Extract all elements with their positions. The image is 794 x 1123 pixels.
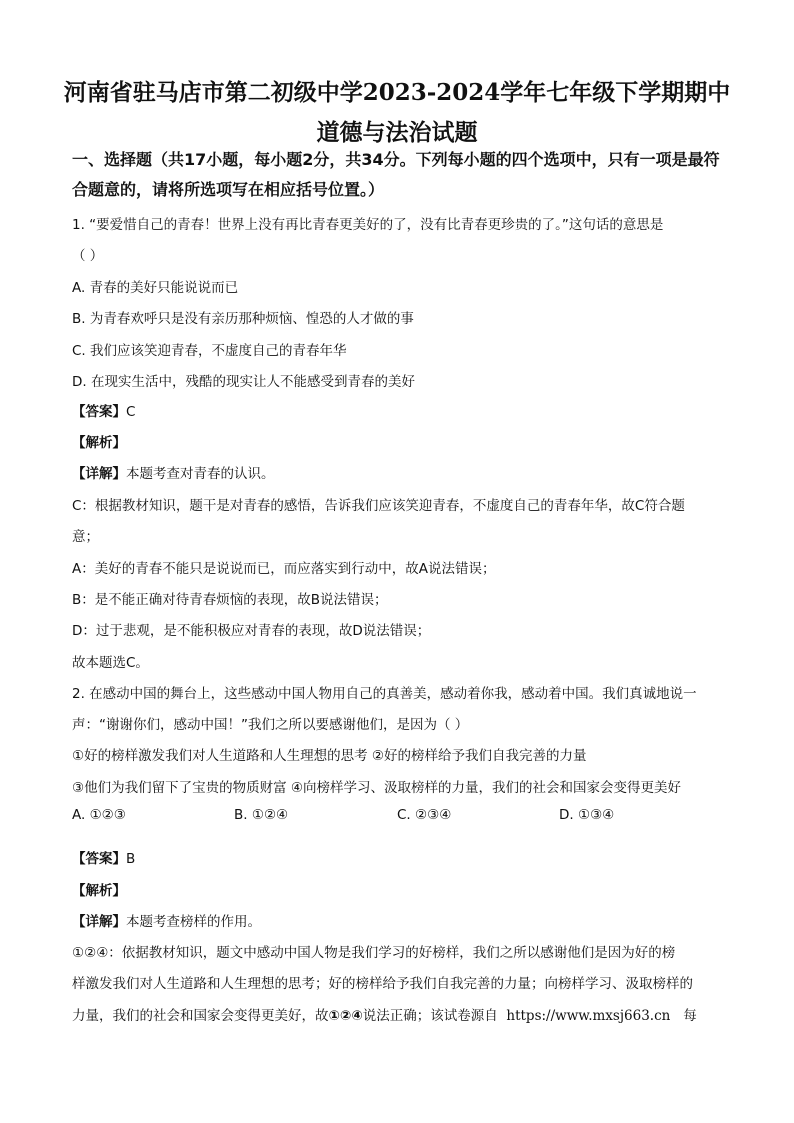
- q1-explanation-b: B：是不能正确对待青春烦恼的表现，故B说法错误；: [72, 592, 388, 608]
- detail-label: 【详解】: [72, 914, 126, 930]
- q1-explanation-c-line1: C：根据教材知识，题干是对青春的感悟，告诉我们应该笑迎青春，不虚度自己的青春年华，故C符合题: [72, 498, 685, 514]
- q1-stem-line2: （ ）: [72, 248, 104, 264]
- q1-option-a: A. 青春的美好只能说说而已: [72, 280, 239, 296]
- q1-analysis-label: 【解析】: [72, 435, 126, 451]
- q2-analysis-label: 【解析】: [72, 883, 126, 899]
- q2-option-b: B. ①②④: [234, 807, 289, 823]
- detail-text: 本题考查对青春的认识。: [126, 466, 275, 482]
- q2-option-d: D. ①③④: [559, 807, 615, 823]
- correct-items: ①②④: [328, 1008, 363, 1024]
- q2-option-a: A. ①②③: [72, 807, 126, 823]
- q1-option-b: B. 为青春欢呼只是没有亲历那种烦恼、惶恐的人才做的事: [72, 311, 414, 327]
- q1-stem-line1: 1. “要爱惜自己的青春！世界上没有再比青春更美好的了，没有比青春更珍贵的了。”这句话的意思是: [72, 217, 664, 233]
- q2-items-line1: ①好的榜样激发我们对人生道路和人生理想的思考 ②好的榜样给予我们自我完善的力量: [72, 748, 587, 764]
- q2-explanation-line3: 力量，我们的社会和国家会变得更美好，故①②④说法正确；该试卷源自 https://www.mxsj663.cn 每: [72, 1008, 697, 1024]
- answer-value: C: [126, 404, 136, 420]
- detail-text: 本题考查榜样的作用。: [126, 914, 261, 930]
- section-instruction: 一、选择题（共17小题，每小题2分，共34分。下列每小题的四个选项中，只有一项是最符合题意的，请将所选项写在相应括号位置。）: [72, 150, 720, 199]
- q2-stem-line1: 2. 在感动中国的舞台上，这些感动中国人物用自己的真善美，感动着你我，感动着中国。我们真诚地说一: [72, 686, 697, 702]
- answer-value: B: [126, 851, 136, 867]
- q1-explanation-c-line2: 意；: [72, 529, 99, 545]
- q2-answer: [72, 847, 135, 867]
- q1-detail: [72, 462, 275, 482]
- answer-label: 【答案】: [72, 404, 126, 420]
- q2-stem-line2: 声：“谢谢你们，感动中国！”我们之所以要感谢他们，是因为（ ）: [72, 717, 469, 733]
- exam-subtitle: 道德与法治试题: [316, 119, 478, 146]
- q2-explanation-line1: ①②④：依据教材知识，题文中感动中国人物是我们学习的好榜样，我们之所以感谢他们是因为好的榜: [72, 945, 676, 961]
- q2-detail: [72, 910, 261, 930]
- exam-title: 河南省驻马店市第二初级中学2023-2024学年七年级下学期期中: [63, 79, 731, 106]
- q1-option-d: D. 在现实生活中，残酷的现实让人不能感受到青春的美好: [72, 374, 415, 390]
- source-tail: 每: [683, 1008, 697, 1024]
- answer-label: 【答案】: [72, 851, 126, 867]
- q1-option-c: C. 我们应该笑迎青春，不虚度自己的青春年华: [72, 343, 347, 359]
- q2-items-line2: ③他们为我们留下了宝贵的物质财富 ④向榜样学习、汲取榜样的力量，我们的社会和国家会变得更美好: [72, 780, 681, 796]
- source-url[interactable]: https://www.mxsj663.cn: [506, 1008, 671, 1024]
- q1-conclusion: 故本题选C。: [72, 655, 149, 671]
- q1-explanation-d: D：过于悲观，是不能积极应对青春的表现，故D说法错误；: [72, 623, 431, 639]
- detail-label: 【详解】: [72, 466, 126, 482]
- q2-option-c: C. ②③④: [397, 807, 452, 823]
- q1-explanation-a: A：美好的青春不能只是说说而已，而应落实到行动中，故A说法错误；: [72, 561, 496, 577]
- q2-explanation-line2: 样激发我们对人生道路和人生理想的思考；好的榜样给予我们自我完善的力量；向榜样学习、汲取榜样的: [72, 976, 693, 992]
- q1-answer: [72, 400, 135, 420]
